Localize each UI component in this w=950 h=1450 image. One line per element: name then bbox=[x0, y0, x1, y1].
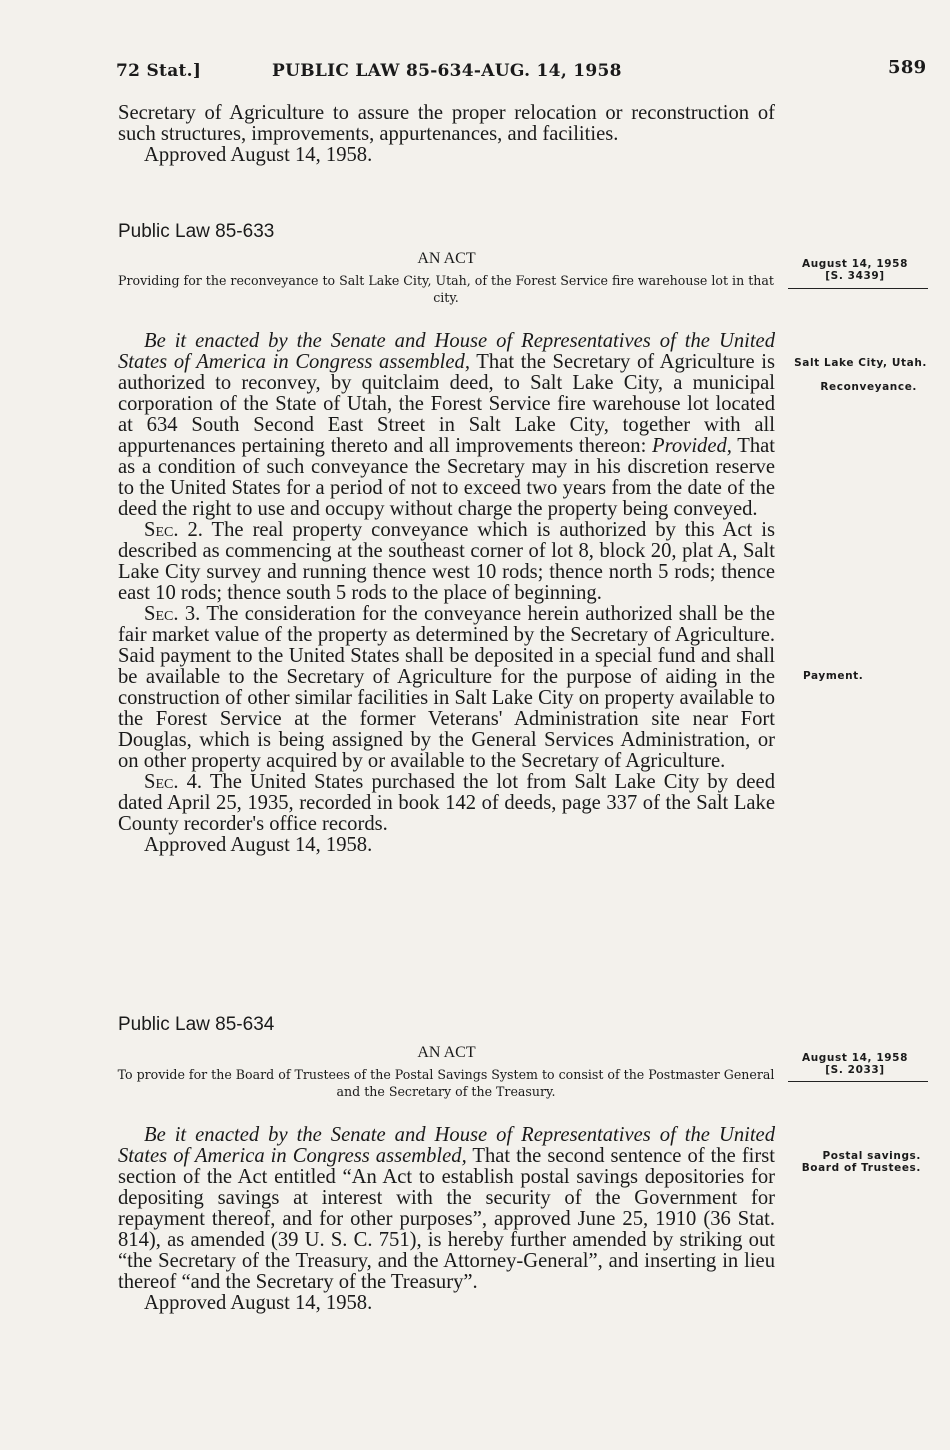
law1-margin-topic-2: Reconveyance. bbox=[820, 381, 917, 393]
law1-an-act: AN ACT bbox=[417, 250, 476, 267]
running-title: PUBLIC LAW 85-634-AUG. 14, 1958 bbox=[272, 61, 622, 81]
law1-section-4 bbox=[118, 772, 775, 835]
law1-sec4-label: Sec. 4. bbox=[144, 771, 203, 793]
law2-an-act: AN ACT bbox=[417, 1044, 476, 1061]
law2-purpose: To provide for the Board of Trustees of the Postal Savings System to consist of the Postmaster General and the Secretary of the Treasury. bbox=[117, 1067, 775, 1099]
law1-purpose: Providing for the reconveyance to Salt Lake City, Utah, of the Forest Service fire warehouse lot in that city. bbox=[118, 273, 774, 305]
continuation-text: Secretary of Agriculture to assure the proper relocation or reconstruction of such structures, improvements, appurtenances, and facilities. bbox=[118, 102, 775, 145]
continuation-approved: Approved August 14, 1958. bbox=[144, 144, 373, 166]
law1-sec3-text: The consideration for the conveyance herein authorized shall be the fair market value of the property as determined by the Secretary of Agriculture. Said payment to the United States shall be deposited in a special fund and shall be available to the Secretary of Agriculture for the purpose of aiding in the construction of other similar facilities in Salt Lake City on property available to the Forest Service at the former Veterans' Administration site near Fort Douglas, which is being assigned by the General Services Administration, or on other property acquired by or available to the Secretary of Agriculture. bbox=[118, 603, 775, 772]
page-number: 589 bbox=[888, 57, 927, 78]
law2-body bbox=[118, 1125, 775, 1314]
law1-provided: Provided, bbox=[652, 435, 732, 457]
continuation-block bbox=[118, 103, 775, 166]
law1-margin-payment: Payment. bbox=[803, 670, 864, 682]
law1-margin-bill: [S. 3439] bbox=[825, 270, 885, 282]
law1-sec2-label: Sec. 2. bbox=[144, 519, 203, 541]
law1-sec2-text: The real property conveyance which is authorized by this Act is described as commencing at the southeast corner of lot 8, block 20, plat A, Salt Lake City survey and running thence west 10 rods; thence north 5 rods; thence east 10 rods; thence south 5 rods to the place of beginning. bbox=[118, 519, 775, 604]
law2-margin-date: August 14, 1958 bbox=[802, 1052, 908, 1064]
law1-title: Public Law 85-633 bbox=[118, 221, 275, 242]
law1-section-2 bbox=[118, 520, 775, 604]
law2-margin-bill: [S. 2033] bbox=[825, 1064, 885, 1076]
law1-approved: Approved August 14, 1958. bbox=[144, 834, 373, 856]
law1-section-1 bbox=[118, 331, 775, 520]
law2-section bbox=[118, 1125, 775, 1293]
law1-body bbox=[118, 331, 775, 856]
law1-sec1-text: That the Secretary of Agriculture is authorized to reconvey, by quitclaim deed, to Salt Lake City, a municipal corporation of the State of Utah, the Forest Service fire warehouse lot located at 634 South Second East Street in Salt Lake City, together with all appurtenances pertaining thereto and all improvements thereon: bbox=[118, 351, 776, 457]
law1-sec3-label: Sec. 3. bbox=[144, 603, 201, 625]
law2-text: That the second sentence of the first section of the Act entitled “An Act to establish postal savings depositories for depositing savings at interest with the security of the Government for repayment thereof, and for other purposes”, approved June 25, 1910 (36 Stat. 814), as amended (39 U. S. C. 751), is hereby further amended by striking out “the Secretary of the Treasury, and the Attorney-General”, and inserting in lieu thereof “and the Secretary of the Treasury”. bbox=[118, 1145, 775, 1293]
law1-margin-topic-1: Salt Lake City, Utah. bbox=[794, 357, 927, 369]
law1-sec4-text: The United States purchased the lot from Salt Lake City by deed dated April 25, 1935, recorded in book 142 of deeds, page 337 of the Salt Lake County recorder's office records. bbox=[118, 771, 775, 835]
law2-margin-rule bbox=[788, 1081, 928, 1082]
law1-margin-date: August 14, 1958 bbox=[802, 258, 908, 270]
statute-reference: 72 Stat.] bbox=[116, 61, 202, 81]
law2-enacting-clause: Be it enacted by the Senate and House of Representatives of the United States of America in Congress assembled, bbox=[118, 1124, 775, 1167]
law1-margin-rule bbox=[788, 288, 928, 289]
law2-approved: Approved August 14, 1958. bbox=[144, 1292, 373, 1314]
law1-sec1-end: That as a condition of such conveyance the Secretary may in his discretion reserve to the United States for a period of not to exceed two years from the date of the deed the right to use and occupy without charge the property being conveyed. bbox=[118, 435, 775, 520]
law2-margin-topic: Postal savings. Board of Trustees. bbox=[801, 1150, 921, 1174]
law1-section-3 bbox=[118, 604, 775, 772]
law1-enacting-clause: Be it enacted by the Senate and House of Representatives of the United States of America in Congress assembled, bbox=[118, 330, 775, 373]
law2-title: Public Law 85-634 bbox=[118, 1014, 275, 1035]
